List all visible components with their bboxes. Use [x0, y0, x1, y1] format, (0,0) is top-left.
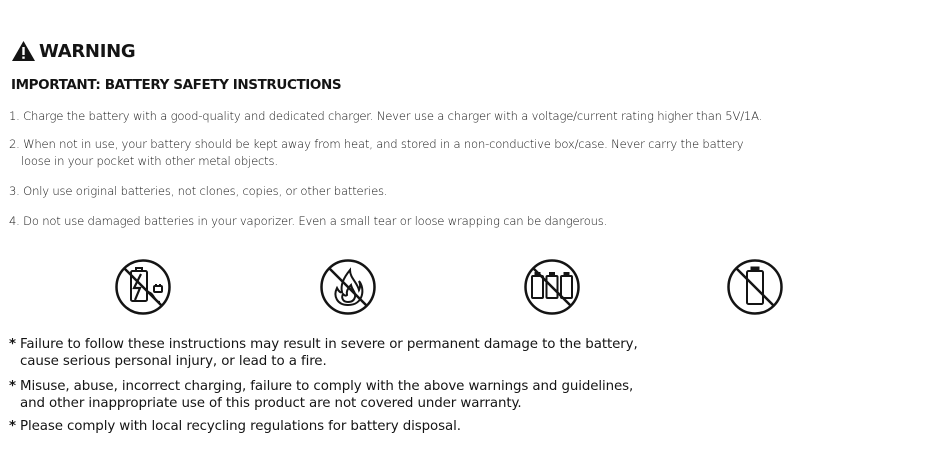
asterisk-marker: * — [9, 337, 16, 352]
note-item: * Please comply with local recycling regulations for battery disposal. — [9, 419, 461, 434]
instruction-item: 2. When not in use, your battery should be kept away from heat, and stored in a non-conductive box/case. Never carry the battery loose in your pocket with other metal objects. — [9, 137, 744, 168]
section-subtitle: IMPORTANT: BATTERY SAFETY INSTRUCTIONS — [11, 77, 342, 93]
note-item: * Misuse, abuse, incorrect charging, failure to comply with the above warnings and guidelines, and other inappropriate use of this product are not covered under warranty. — [9, 379, 634, 411]
no-damaged-battery-icon — [726, 258, 784, 316]
warning-triangle-icon — [11, 40, 36, 62]
note-item: * Failure to follow these instructions may result in severe or permanent damage to the battery, cause serious personal injury, or lead to a fire. — [9, 337, 638, 369]
no-fire-icon — [319, 258, 377, 316]
asterisk-marker: * — [9, 419, 16, 434]
no-overcharge-icon — [114, 258, 172, 316]
warning-heading — [11, 40, 135, 62]
instruction-item: 4. Do not use damaged batteries in your vaporizer. Even a small tear or loose wrapping can be dangerous. — [9, 214, 608, 228]
safety-icons-row — [0, 258, 938, 318]
asterisk-marker: * — [9, 379, 16, 394]
no-copy-batteries-icon — [523, 258, 581, 316]
warning-label: WARNING — [39, 40, 136, 62]
instruction-item: 3. Only use original batteries, not clones, copies, or other batteries. — [9, 184, 388, 198]
instruction-item: 1. Charge the battery with a good-quality and dedicated charger. Never use a charger with a voltage/current rating higher than 5V/1A. — [9, 109, 763, 123]
